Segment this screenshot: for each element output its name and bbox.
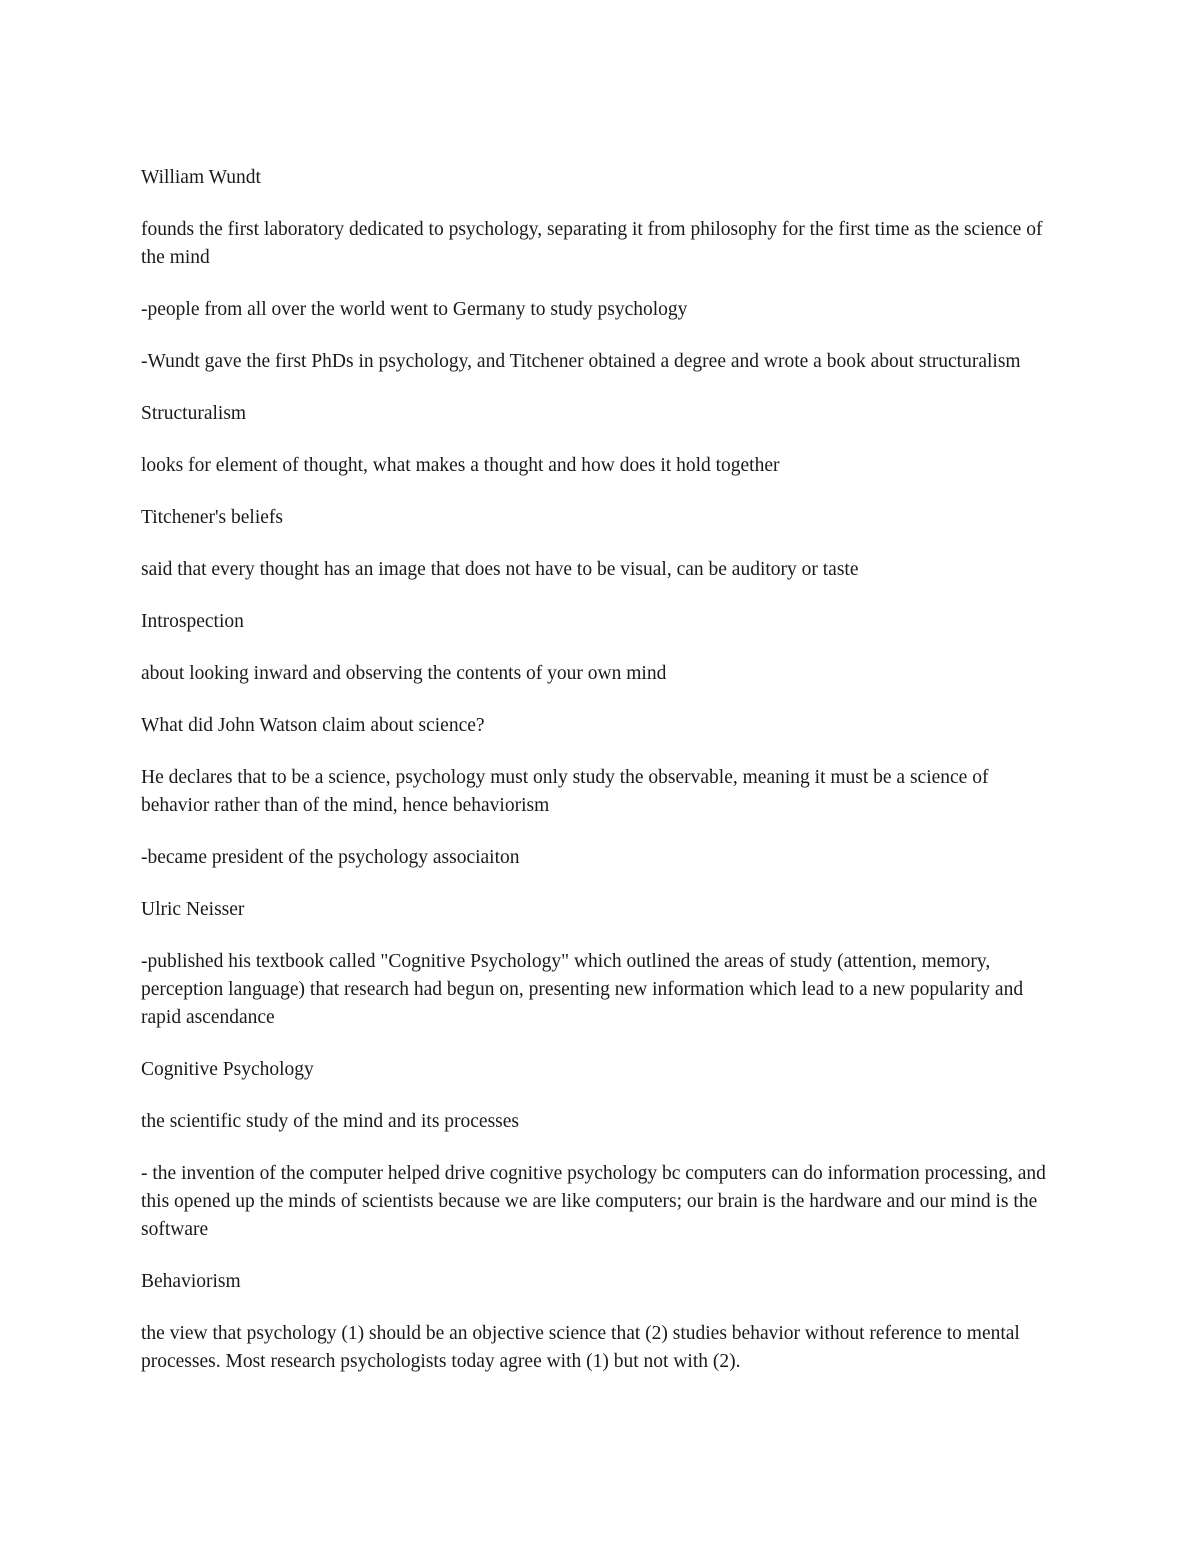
definition-text: He declares that to be a science, psychology must only study the observable, meaning it must be a science of behavior rather than of the mind, hence behaviorism (141, 767, 989, 816)
document-body (141, 164, 1061, 1400)
term-heading: Introspection (141, 611, 244, 632)
term-heading: What did John Watson claim about science? (141, 715, 485, 736)
term-heading: Ulric Neisser (141, 899, 245, 920)
note-text: - the invention of the computer helped drive cognitive psychology bc computers can do information processing, and this opened up the minds of scientists because we are like computers; our brain is the hardware and our mind is the software (141, 1163, 1046, 1240)
definition-text: -published his textbook called "Cognitive Psychology" which outlined the areas of study (attention, memory, perception language) that research had begun on, presenting new information which lead to a new popularity and rapid ascendance (141, 951, 1024, 1028)
definition-text: the view that psychology (1) should be an objective science that (2) studies behavior without reference to mental processes. Most research psychologists today agree with (1) but not with (2). (141, 1323, 1020, 1372)
definition-text: said that every thought has an image that does not have to be visual, can be auditory or taste (141, 559, 859, 580)
term-heading: Cognitive Psychology (141, 1059, 314, 1080)
note-text: -people from all over the world went to Germany to study psychology (141, 299, 688, 320)
definition-text: founds the first laboratory dedicated to psychology, separating it from philosophy for the first time as the science of the mind (141, 219, 1043, 268)
term-heading: Behaviorism (141, 1271, 241, 1292)
term-heading: Structuralism (141, 403, 247, 424)
definition-text: about looking inward and observing the contents of your own mind (141, 663, 667, 684)
definition-text: looks for element of thought, what makes a thought and how does it hold together (141, 455, 780, 476)
definition-text: the scientific study of the mind and its processes (141, 1111, 520, 1132)
note-text: -became president of the psychology associaiton (141, 847, 520, 868)
note-text: -Wundt gave the first PhDs in psychology, and Titchener obtained a degree and wrote a book about structuralism (141, 351, 1021, 372)
term-heading: Titchener's beliefs (141, 507, 283, 528)
term-heading: William Wundt (141, 167, 261, 188)
